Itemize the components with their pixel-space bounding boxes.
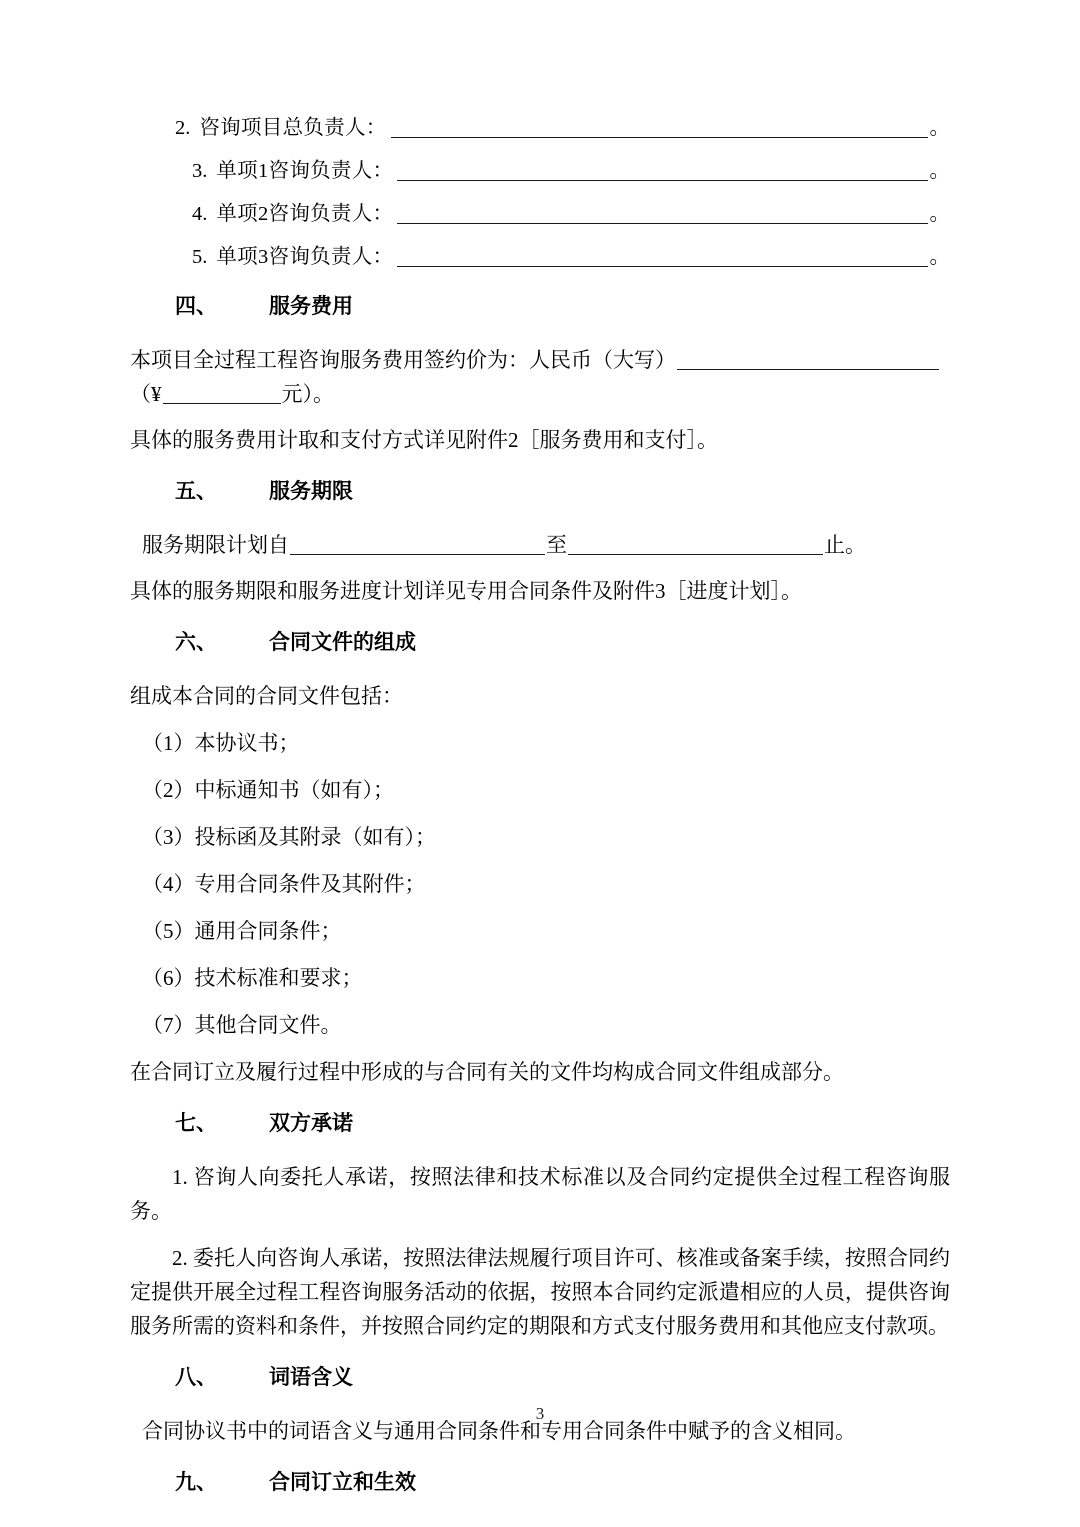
item-terminator: 。 [929, 203, 950, 225]
item-terminator: 。 [929, 160, 950, 182]
blank-fill-line [391, 118, 928, 138]
section-heading-formation [130, 1472, 950, 1493]
item-number: 2. [175, 117, 191, 139]
section-heading-fee [130, 296, 950, 317]
section-title: 服务费用 [269, 294, 353, 318]
list-item: （1）本协议书； [142, 731, 300, 756]
blank-fill-line [290, 537, 545, 555]
fee-currency-suffix: 元）。 [281, 382, 334, 407]
section-number: 六、 [175, 630, 217, 655]
fee-detail-paragraph: 具体的服务费用计取和支付方式详见附件2［服务费用和支付］。 [130, 428, 718, 453]
section-number: 五、 [175, 479, 217, 504]
commitment-item-2: 2. 委托人向咨询人承诺，按照法律法规履行项目许可、核准或备案手续，按照合同约定提供开展全过程工程咨询服务活动的依据，按照本合同约定派遣相应的人员，提供咨询服务所需的资料和条件，并按照合同约定的期限和方式支付服务费用和其他应支付款项。 [130, 1246, 950, 1339]
list-item: （5）通用合同条件； [142, 919, 342, 944]
term-text-after: 止。 [824, 533, 866, 558]
page-number-footer: 3 [535, 1404, 545, 1423]
list-item: （3）投标函及其附录（如有）； [142, 825, 436, 850]
section-heading-definitions [130, 1367, 950, 1388]
blank-fill-line [397, 161, 927, 181]
item-number: 5. [192, 246, 208, 268]
blank-fill-line [163, 386, 281, 404]
item-terminator: 。 [929, 246, 950, 268]
section-number: 八、 [175, 1365, 217, 1390]
section-title: 合同订立和生效 [269, 1470, 416, 1495]
section-title: 合同文件的组成 [269, 630, 416, 655]
section-title: 服务期限 [269, 479, 353, 504]
list-item: （6）技术标准和要求； [142, 966, 363, 991]
list-item [130, 118, 950, 143]
blank-fill-line [677, 352, 939, 370]
fee-amount-paragraph [130, 343, 950, 411]
section-heading-commitments [130, 1113, 950, 1134]
term-detail-paragraph: 具体的服务期限和服务进度计划详见专用合同条件及附件3［进度计划］。 [130, 579, 802, 604]
list-item [130, 161, 950, 186]
item-label: 咨询项目总负责人： [199, 117, 387, 139]
list-item: （7）其他合同文件。 [142, 1013, 342, 1038]
item-number: 3. [192, 160, 208, 182]
section-title: 双方承诺 [269, 1111, 353, 1136]
documents-intro: 组成本合同的合同文件包括： [130, 684, 403, 709]
item-label: 单项1咨询负责人： [216, 160, 394, 182]
fee-text-before: 本项目全过程工程咨询服务费用签约价为：人民币（大写） [130, 348, 676, 372]
term-text-mid: 至 [546, 533, 567, 558]
blank-fill-line [397, 247, 927, 267]
term-dates-paragraph [130, 528, 950, 562]
blank-fill-line [397, 204, 927, 224]
section-heading-term [130, 481, 950, 502]
item-label: 单项3咨询负责人： [216, 246, 394, 268]
section-number: 四、 [175, 294, 217, 318]
commitment-item-1: 1. 咨询人向委托人承诺，按照法律和技术标准以及合同约定提供全过程工程咨询服务。 [130, 1165, 950, 1224]
item-number: 4. [192, 203, 208, 225]
list-item: （2）中标通知书（如有）； [142, 778, 394, 803]
list-item [130, 204, 950, 229]
fee-currency-prefix: （¥ [130, 382, 162, 407]
section-number: 七、 [175, 1111, 217, 1136]
documents-closing: 在合同订立及履行过程中形成的与合同有关的文件均构成合同文件组成部分。 [130, 1060, 844, 1085]
term-text-before: 服务期限计划自 [142, 533, 289, 558]
section-number: 九、 [175, 1470, 217, 1495]
item-terminator: 。 [929, 117, 950, 139]
document-body [130, 118, 950, 1493]
list-item [130, 247, 950, 272]
blank-fill-line [568, 537, 823, 555]
definitions-body: 合同协议书中的词语含义与通用合同条件和专用合同条件中赋予的含义相同。 [142, 1419, 856, 1444]
item-label: 单项2咨询负责人： [216, 203, 394, 225]
section-title: 词语含义 [269, 1365, 353, 1390]
list-item: （4）专用合同条件及其附件； [142, 872, 426, 897]
section-heading-documents [130, 632, 950, 653]
